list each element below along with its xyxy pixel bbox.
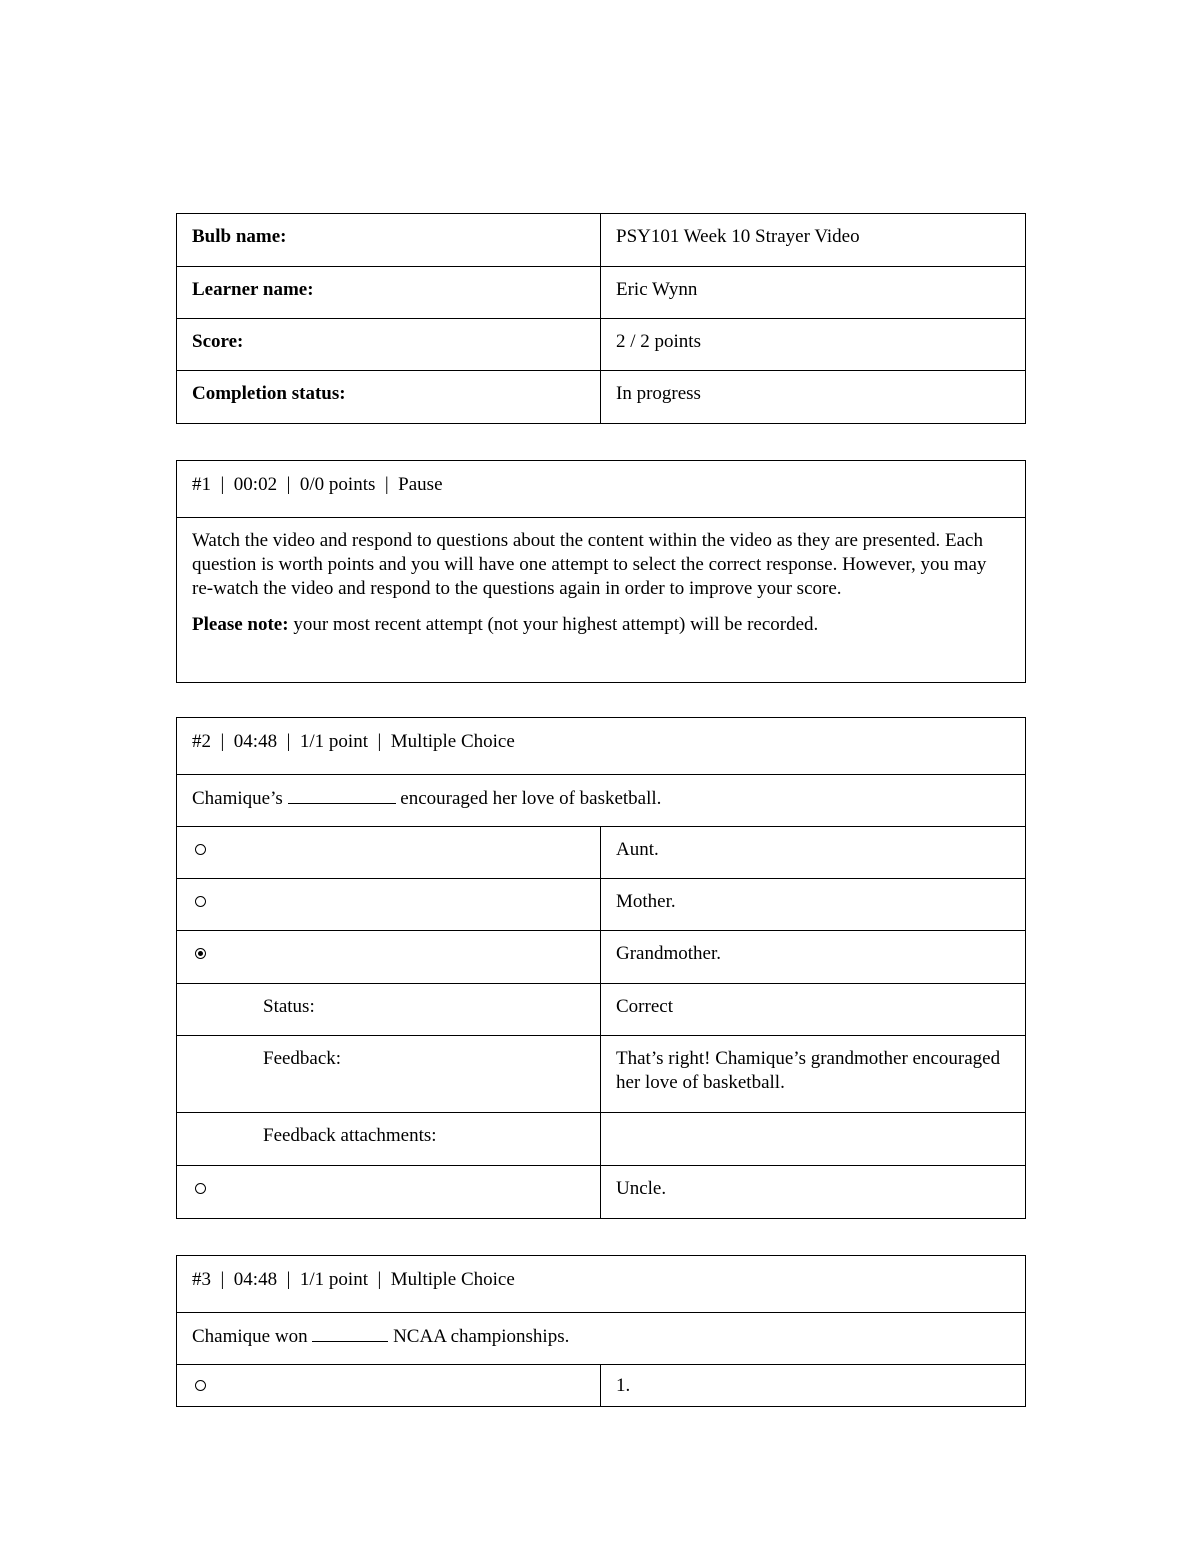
summary-label: Score: bbox=[177, 319, 601, 371]
summary-label: Completion status: bbox=[177, 371, 601, 424]
answer-blank bbox=[288, 786, 396, 804]
option-radio-cell[interactable] bbox=[177, 827, 601, 879]
summary-value: Eric Wynn bbox=[601, 267, 1026, 319]
question-header: #3 | 04:48 | 1/1 point | Multiple Choice bbox=[177, 1256, 1026, 1313]
status-row bbox=[177, 984, 1026, 1036]
option-row[interactable] bbox=[177, 1166, 1026, 1219]
note-paragraph bbox=[192, 613, 1011, 637]
radio-button[interactable] bbox=[195, 1380, 206, 1391]
note-text: your most recent attempt (not your highest attempt) will be recorded. bbox=[288, 614, 819, 635]
radio-button[interactable] bbox=[195, 844, 206, 855]
question-header: #1 | 00:02 | 0/0 points | Pause bbox=[177, 461, 1026, 518]
option-radio-cell[interactable] bbox=[177, 1166, 601, 1219]
prompt-text: NCAA championships. bbox=[388, 1326, 570, 1347]
option-row[interactable] bbox=[177, 827, 1026, 879]
prompt-text: Chamique won bbox=[192, 1326, 313, 1347]
answer-blank bbox=[312, 1324, 388, 1342]
feedback-attachments-label: Feedback attachments: bbox=[177, 1113, 601, 1166]
summary-row-completion-status bbox=[177, 371, 1026, 424]
summary-row-learner-name bbox=[177, 267, 1026, 319]
option-label: 1. bbox=[601, 1365, 1026, 1407]
option-label: Mother. bbox=[601, 879, 1026, 931]
option-label: Aunt. bbox=[601, 827, 1026, 879]
summary-row-score bbox=[177, 319, 1026, 371]
radio-button[interactable] bbox=[195, 896, 206, 907]
instructions-text: Watch the video and respond to questions about the content within the video as they are presented. Each question is worth points and you will have one attempt to select the correct response. However, you may re-watch the video and respond to the questions again in order to improve your score. bbox=[192, 530, 987, 599]
option-label: Grandmother. bbox=[601, 931, 1026, 984]
status-label: Status: bbox=[177, 984, 601, 1036]
summary-row-bulb-name bbox=[177, 214, 1026, 267]
prompt-text: encouraged her love of basketball. bbox=[395, 788, 662, 809]
question-3-table bbox=[176, 1255, 1026, 1407]
feedback-value: That’s right! Chamique’s grandmother encouraged her love of basketball. bbox=[601, 1036, 1026, 1113]
option-radio-cell[interactable] bbox=[177, 879, 601, 931]
summary-value: PSY101 Week 10 Strayer Video bbox=[601, 214, 1026, 267]
feedback-row bbox=[177, 1036, 1026, 1113]
question-header: #2 | 04:48 | 1/1 point | Multiple Choice bbox=[177, 718, 1026, 775]
question-prompt bbox=[177, 1313, 1026, 1365]
option-row[interactable] bbox=[177, 879, 1026, 931]
prompt-text: Chamique’s bbox=[192, 788, 288, 809]
radio-button-selected[interactable] bbox=[195, 948, 206, 959]
radio-button[interactable] bbox=[195, 1183, 206, 1194]
summary-label: Learner name: bbox=[177, 267, 601, 319]
option-radio-cell[interactable] bbox=[177, 931, 601, 984]
summary-value: In progress bbox=[601, 371, 1026, 424]
option-row[interactable] bbox=[177, 1365, 1026, 1407]
status-value: Correct bbox=[601, 984, 1026, 1036]
question-prompt bbox=[177, 775, 1026, 827]
feedback-label: Feedback: bbox=[177, 1036, 601, 1113]
option-label: Uncle. bbox=[601, 1166, 1026, 1219]
question-2-table bbox=[176, 717, 1026, 1219]
summary-table bbox=[176, 213, 1026, 424]
summary-label: Bulb name: bbox=[177, 214, 601, 267]
feedback-attachments-value bbox=[601, 1113, 1026, 1166]
note-label: Please note: bbox=[192, 614, 289, 635]
option-radio-cell[interactable] bbox=[177, 1365, 601, 1407]
question-body bbox=[177, 518, 1026, 683]
feedback-attachments-row bbox=[177, 1113, 1026, 1166]
option-row-selected[interactable] bbox=[177, 931, 1026, 984]
question-1-table bbox=[176, 460, 1026, 683]
summary-value: 2 / 2 points bbox=[601, 319, 1026, 371]
